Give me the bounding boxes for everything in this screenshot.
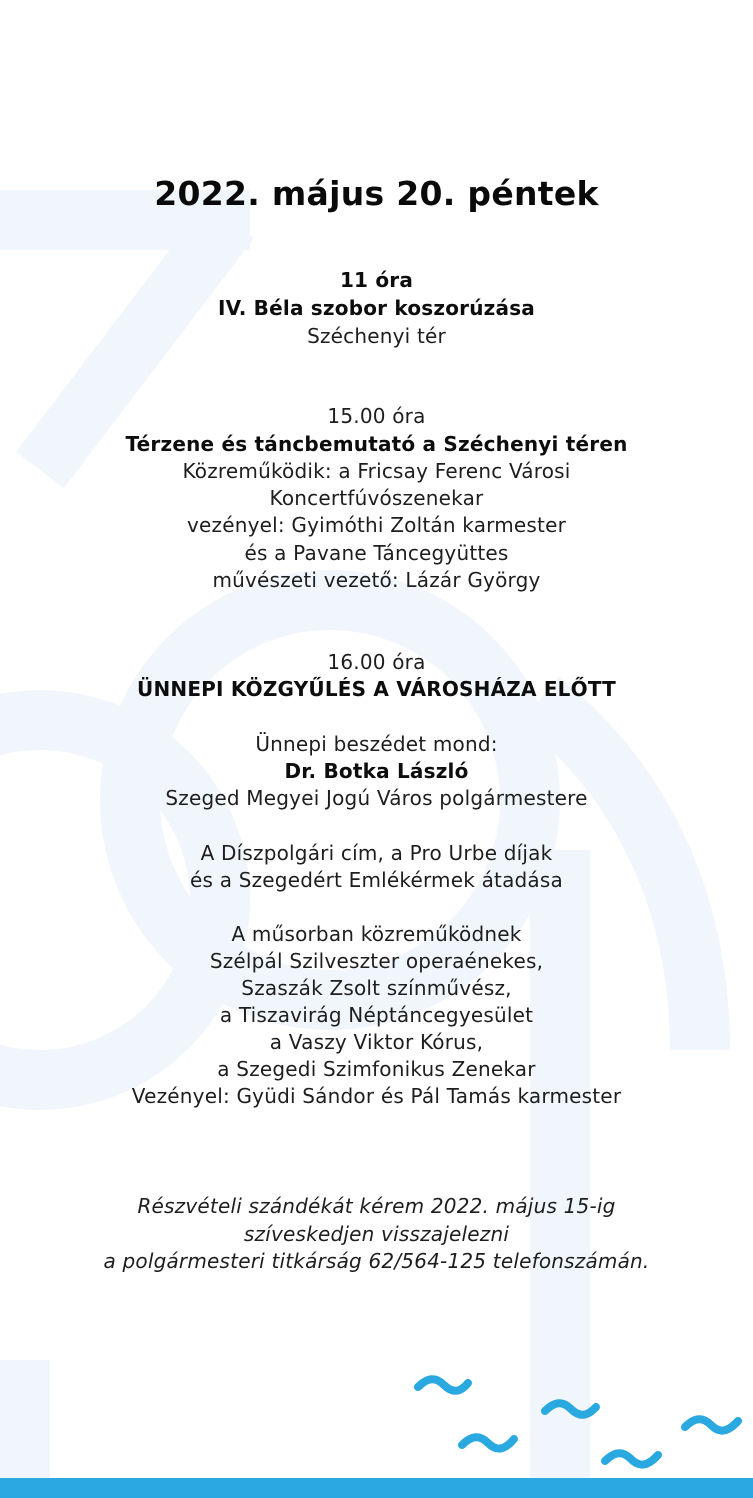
date-title: 2022. május 20. péntek [154,174,599,213]
wave-icon [462,1437,514,1448]
event1-time: 11 óra [339,268,414,292]
rsvp-line: Részvételi szándékát kérem 2022. május 15-ig [137,1194,616,1218]
rsvp-line: a polgármesteri titkárság 62/564-125 telefonszámán. [103,1249,650,1273]
event3-title: ÜNNEPI KÖZGYŰLÉS A VÁROSHÁZA ELŐTT [137,677,616,701]
rsvp-line: szíveskedjen visszajelezni [243,1222,510,1246]
awards-line: és a Szegedért Emlékérmek átadása [190,868,563,892]
event2-title: Térzene és táncbemutató a Széchenyi téren [125,432,628,456]
program-line: a Vaszy Viktor Kórus, [269,1030,484,1054]
speaker-name: Dr. Botka László [284,759,469,783]
bottom-accent-bar [0,1478,753,1498]
awards-line: A Díszpolgári cím, a Pro Urbe díjak [200,841,553,865]
wave-icon [545,1403,596,1415]
event3-time: 16.00 óra [327,650,426,674]
program-line: a Szegedi Szimfonikus Zenekar [217,1057,536,1081]
event2-line: vezényel: Gyimóthi Zoltán karmester [186,513,566,537]
event2-line: Koncertfúvószenekar [269,486,484,510]
speech-intro: Ünnepi beszédet mond: [255,732,498,756]
event1-place: Széchenyi tér [307,324,446,348]
event2-line: művészeti vezető: Lázár György [212,568,541,592]
program-line: Vezényel: Gyüdi Sándor és Pál Tamás karmester [131,1084,622,1108]
program-line: Szélpál Szilveszter operaénekes, [209,949,544,973]
event2-time: 15.00 óra [327,404,426,428]
program-line: Szaszák Zsolt színművész, [241,976,512,1000]
event2-line: és a Pavane Táncegyüttes [244,541,509,565]
wave-icon [685,1419,738,1430]
wave-icons [400,1365,753,1475]
program-line: A műsorban közreműködnek [231,922,522,946]
event2-line: Közreműködik: a Fricsay Ferenc Városi [182,459,571,483]
speaker-role: Szeged Megyei Jogú Város polgármestere [165,786,588,810]
event1-title: IV. Béla szobor koszorúzása [217,296,536,320]
wave-icon [418,1379,468,1391]
program-line: a Tiszavirág Néptáncegyesület [219,1003,534,1027]
wave-icon [605,1453,658,1464]
